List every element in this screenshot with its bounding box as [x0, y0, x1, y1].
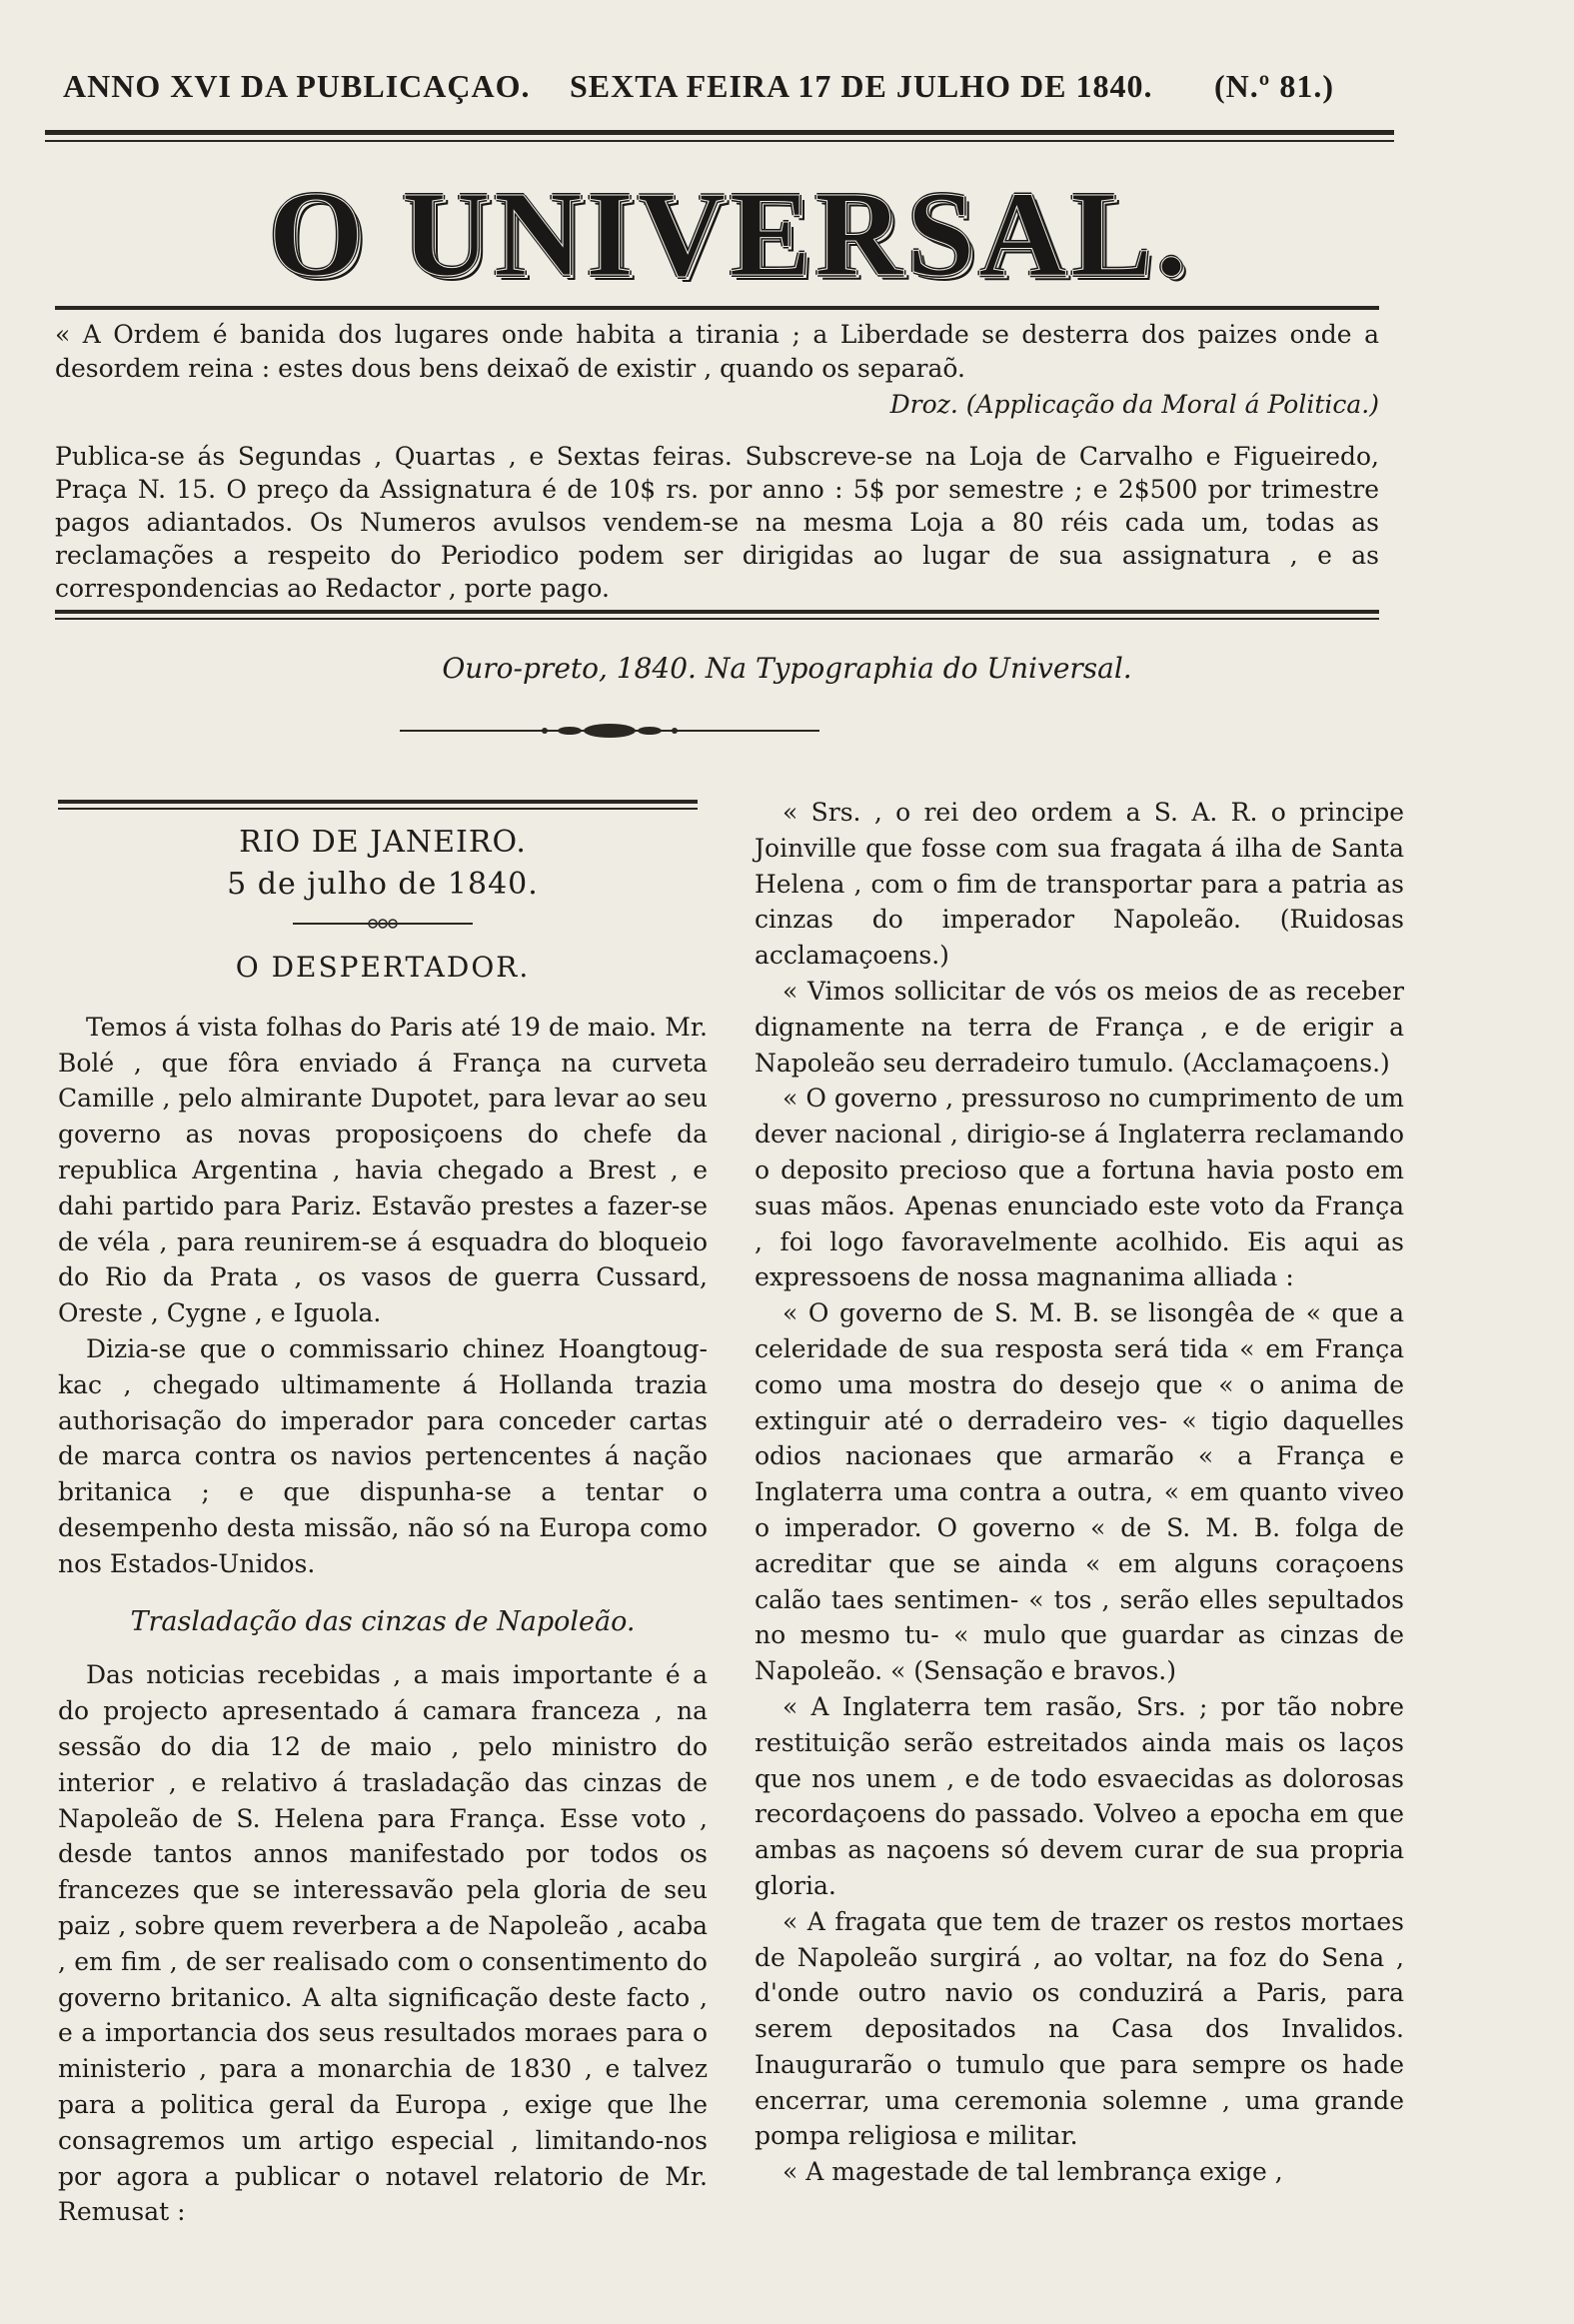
article-paragraph: « Srs. , o rei deo ordem a S. A. R. o principe Joinville que fosse com sua fragata á ilha de Santa Helena , com o fim de transportar para a patria as cinzas do imperador Napoleão. (Ruidosas acclamaçoens.) [755, 798, 1404, 971]
info-rule-thin [55, 618, 1379, 620]
epigraph-text: « A Ordem é banida dos lugares onde habita a tirania ; a Liberdade se desterra dos paizes onde a desordem reina : estes dous bens deixaõ de existir , quando os separaõ. [55, 320, 1379, 383]
article-paragraph: Dizia-se que o commissario chinez Hoangtoug-kac , chegado ultimamente á Hollanda trazia authorisação do imperador para conceder cartas de marca contra os navios pertencentes á nação britanica ; e que dispunha-se a tentar o desempenho desta missão, não só na Europa como nos Estados-Unidos. [58, 1333, 708, 1578]
dateline-city: RIO DE JANEIRO. [239, 825, 527, 860]
article-paragraph: Das noticias recebidas , a mais importante é a do projecto apresentado á camara franceza , na sessão do dia 12 de maio , pelo ministro do interior , e relativo á trasladação das cinzas de Napoleão de S. Helena para França. Esse voto , desde tantos annos manifestado por todos os francezes que se interessavão pela gloria de seu paiz , sobre quem reverbera a de Napoleão , acaba , em fim , de ser realisado com o consentimento do governo britanico. A alta significação deste facto , e a importancia dos seus resultados moraes para o ministerio , para a monarchia de 1830 , e talvez para a politica geral da Europa , exige que lhe consagremos um artigo especial , limitando-nos por agora a publicar o notavel relatorio de Mr. Remusat : [58, 1660, 708, 2227]
top-rule-thick [45, 130, 1394, 135]
publication-info-text: Publica-se ás Segundas , Quartas , e Sextas feiras. Subscreve-se na Loja de Carvalho e Figueiredo, Praça N. 15. O preço da Assignatura é de 10$ rs. por anno : 5$ por semestre ; e 2$500 por trimestre pagos adiantados. Os Numeros avulsos vendem-se na mesma Loja a 80 réis cada um, todas as reclamações a respeito do Periodico podem ser dirigidas ao lugar de sua assignatura , e as correspondencias ao Redactor , porte pago. [55, 442, 1379, 603]
imprint: Ouro-preto, 1840. Na Typographia do Universal. [442, 652, 1132, 685]
article-paragraph: Temos á vista folhas do Paris até 19 de maio. Mr. Bolé , que fôra enviado á França na curveta Camille , pelo almirante Dupotet, para levar ao seu governo as novas proposiçoens do chefe da republica Argentina , havia chegado a Brest , e dahi partido para Pariz. Estavão prestes a fazer-se de véla , para reunirem-se á esquadra do bloqueio do Rio da Prata , os vasos de guerra Cussard, Oreste , Cygne , e Iguola. [58, 1012, 708, 1328]
title-rule [55, 306, 1379, 310]
article-subheading: Trasladação das cinzas de Napoleão. [130, 1605, 636, 1637]
publication-year: ANNO XVI DA PUBLICAÇAO. [63, 68, 531, 104]
article-paragraph: « O governo de S. M. B. se lisongêa de « que a celeridade de sua resposta será tida « em França como uma mostra do desejo que « o anima de extinguir até o derradeiro ves- « tigio daquelles odios nacionaes que armarão « a França e Inglaterra uma contra a outra, « em quanto viveo o imperador. O governo « de S. M. B. folga de acreditar que se ainda « em alguns coraçoens calão taes sentimen- « tos , serão elles sepultados no mesmo tu- « mulo que guardar as cinzas de Napoleão. « (Sensação e bravos.) [755, 1298, 1404, 1686]
issue-number: (N.º 81.) [1214, 68, 1334, 104]
article-paragraph: « A magestade de tal lembrança exige , [783, 2157, 1283, 2187]
ornament-divider [400, 718, 819, 744]
left-column-rule-thick [58, 800, 698, 804]
article-heading: O DESPERTADOR. [235, 951, 531, 984]
article-paragraph: « O governo , pressuroso no cumprimento de um dever nacional , dirigio-se á Inglaterra reclamando o deposito precioso que a fortuna havia posto em suas mãos. Apenas enunciado este voto da França , foi logo favoravelmente acolhido. Eis aqui as expressoens de nossa magnanima alliada : [755, 1084, 1404, 1292]
small-ornament [293, 918, 473, 930]
article-paragraph: « A Inglaterra tem rasão, Srs. ; por tão nobre restituição serão estreitados ainda mais os laços que nos unem , e de todo esvaecidas as dolorosas recordaçoens do passado. Volveo a epocha em que ambas as naçoens só devem curar de sua propria gloria. [755, 1691, 1404, 1900]
issue-date: SEXTA FEIRA 17 DE JULHO DE 1840. [570, 68, 1153, 104]
left-column [58, 810, 708, 2230]
article-paragraph: « Vimos sollicitar de vós os meios de as receber dignamente na terra de França , e de erigir a Napoleão seu derradeiro tumulo. (Acclamaçoens.) [755, 976, 1404, 1078]
dateline-date: 5 de julho de 1840. [227, 867, 539, 902]
newspaper-title: O UNIVERSAL. [268, 167, 1191, 302]
masthead-top-line [55, 58, 1394, 118]
publication-info [55, 440, 1379, 605]
article-paragraph: « A fragata que tem de trazer os restos mortaes de Napoleão surgirá , ao voltar, na foz do Sena , d'onde outro navio os conduzirá a Paris, para serem depositados na Casa dos Invalidos. Inaugurarão o tumulo que para sempre os hade encerrar, uma ceremonia solemne , uma grande pompa religiosa e militar. [755, 1906, 1404, 2151]
right-column [755, 795, 1404, 2190]
top-rule-thin [45, 140, 1394, 142]
epigraph [55, 318, 1379, 422]
epigraph-citation: Droz. (Applicação da Moral á Politica.) [889, 390, 1379, 419]
info-rule-thick [55, 610, 1379, 614]
